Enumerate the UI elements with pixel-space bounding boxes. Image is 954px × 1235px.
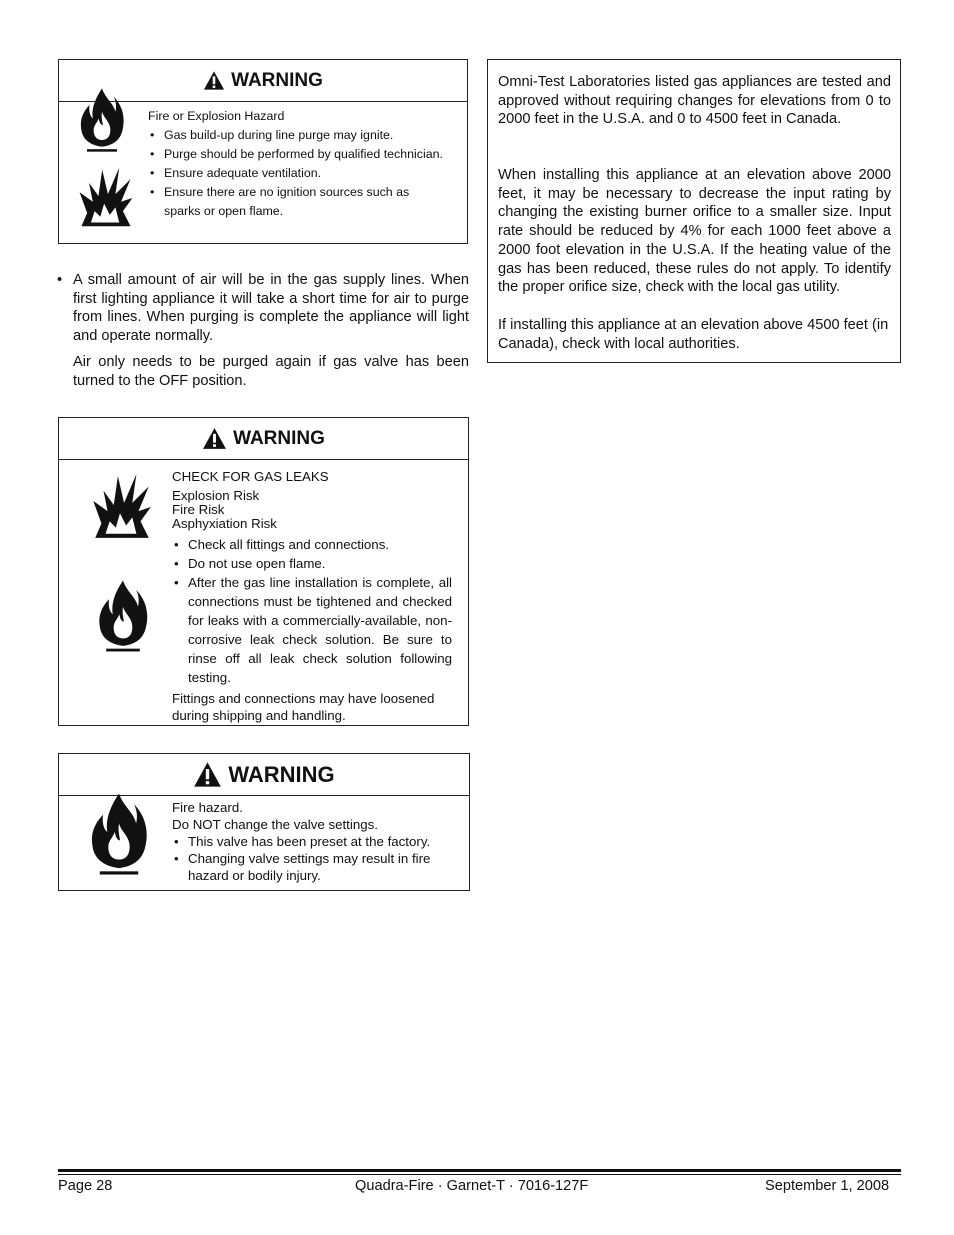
purge-bullet-text: A small amount of air will be in the gas supply lines. When first lighting appliance it will take a short time for air to purge from lines. When purging is complete the appliance will light and operate normally. [73, 272, 469, 345]
warning-body [172, 467, 452, 724]
footer-rule-thick [58, 1169, 901, 1172]
warning-title: WARNING [233, 427, 325, 449]
explosion-icon [75, 164, 137, 230]
hazard-line: Do NOT change the valve settings. [172, 817, 378, 832]
warning-bullet: • Do not use open flame. [172, 554, 452, 573]
purge-bullet-paragraph [57, 271, 469, 346]
warning-note: Fittings and connections may have loosened during shipping and handling. [172, 691, 435, 723]
warning-triangle-icon [193, 761, 222, 788]
elevation-paragraph: If installing this appliance at an elevation above 4500 feet (in Canada), check with local authorities. [498, 317, 889, 352]
warning-body [148, 107, 462, 221]
hazard-line: Fire hazard. [172, 800, 243, 815]
page-number: Page 28 [58, 1178, 113, 1194]
warning-title: WARNING [231, 69, 323, 91]
warning-box-valve [58, 753, 470, 891]
warning-bullet: • After the gas line installation is complete, all connections must be tightened and checked for leaks with a commercially-available, non-corrosive leak check solution. Be sure to rinse off all leak check solution following testing. [172, 573, 452, 687]
flame-icon [87, 788, 151, 880]
purge-note: Air only needs to be purged again if gas valve has been turned to the OFF position. [73, 354, 469, 389]
explosion-icon [87, 470, 157, 542]
footer-rule-thin [58, 1174, 901, 1175]
elevation-paragraph: Omni-Test Laboratories listed gas appliances are tested and approved without requiring changes for elevations from 0 to 2000 feet in the U.S.A. and 0 to 4500 feet in Canada. [498, 74, 891, 128]
bullet-dot: • [57, 272, 63, 288]
warning-bullet: • Purge should be performed by qualified technician. [148, 145, 462, 164]
warning-box-purge [58, 59, 468, 244]
warning-body [172, 799, 457, 884]
warning-bullet: • Check all fittings and connections. [172, 535, 452, 554]
hazard-title: Fire or Explosion Hazard [148, 109, 285, 123]
warning-bullet: • Gas build-up during line purge may ignite. [148, 126, 462, 145]
risk-item: Asphyxiation Risk [172, 516, 277, 531]
elevation-info-box [487, 59, 901, 363]
warning-triangle-icon [202, 427, 227, 450]
elevation-paragraph: When installing this appliance at an elevation above 2000 feet, it may be necessary to decrease the input rating by changing the existing burner orifice to a smaller size. Input rate should be reduced by 4% for each 1000 feet above a 2000 foot elevation in the U.S.A. If the heating value of the gas has been reduced, these rules do not apply. To identify the proper orifice size, check with the local gas utility. [498, 167, 891, 296]
warning-box-gas-leaks [58, 417, 469, 726]
warning-bullet: • Ensure there are no ignition sources such as sparks or open flame. [148, 183, 462, 221]
warning-bullet: • Ensure adequate ventilation. [148, 164, 462, 183]
risk-list [172, 489, 452, 531]
risk-item: Explosion Risk [172, 488, 260, 503]
warning-triangle-icon [203, 70, 225, 91]
document-date: September 1, 2008 [765, 1178, 890, 1194]
document-id: Quadra-Fire · Garnet-T · 7016-127F [355, 1178, 589, 1194]
warning-bullet: • This valve has been preset at the factory. [172, 833, 457, 850]
warning-header [59, 418, 468, 460]
risk-item: Fire Risk [172, 502, 225, 517]
warning-title: WARNING [228, 761, 335, 787]
flame-icon [95, 574, 151, 658]
gas-leak-heading: CHECK FOR GAS LEAKS [172, 469, 329, 484]
warning-bullet: • Changing valve settings may result in fire hazard or bodily injury. [172, 850, 457, 884]
flame-icon [77, 82, 127, 158]
